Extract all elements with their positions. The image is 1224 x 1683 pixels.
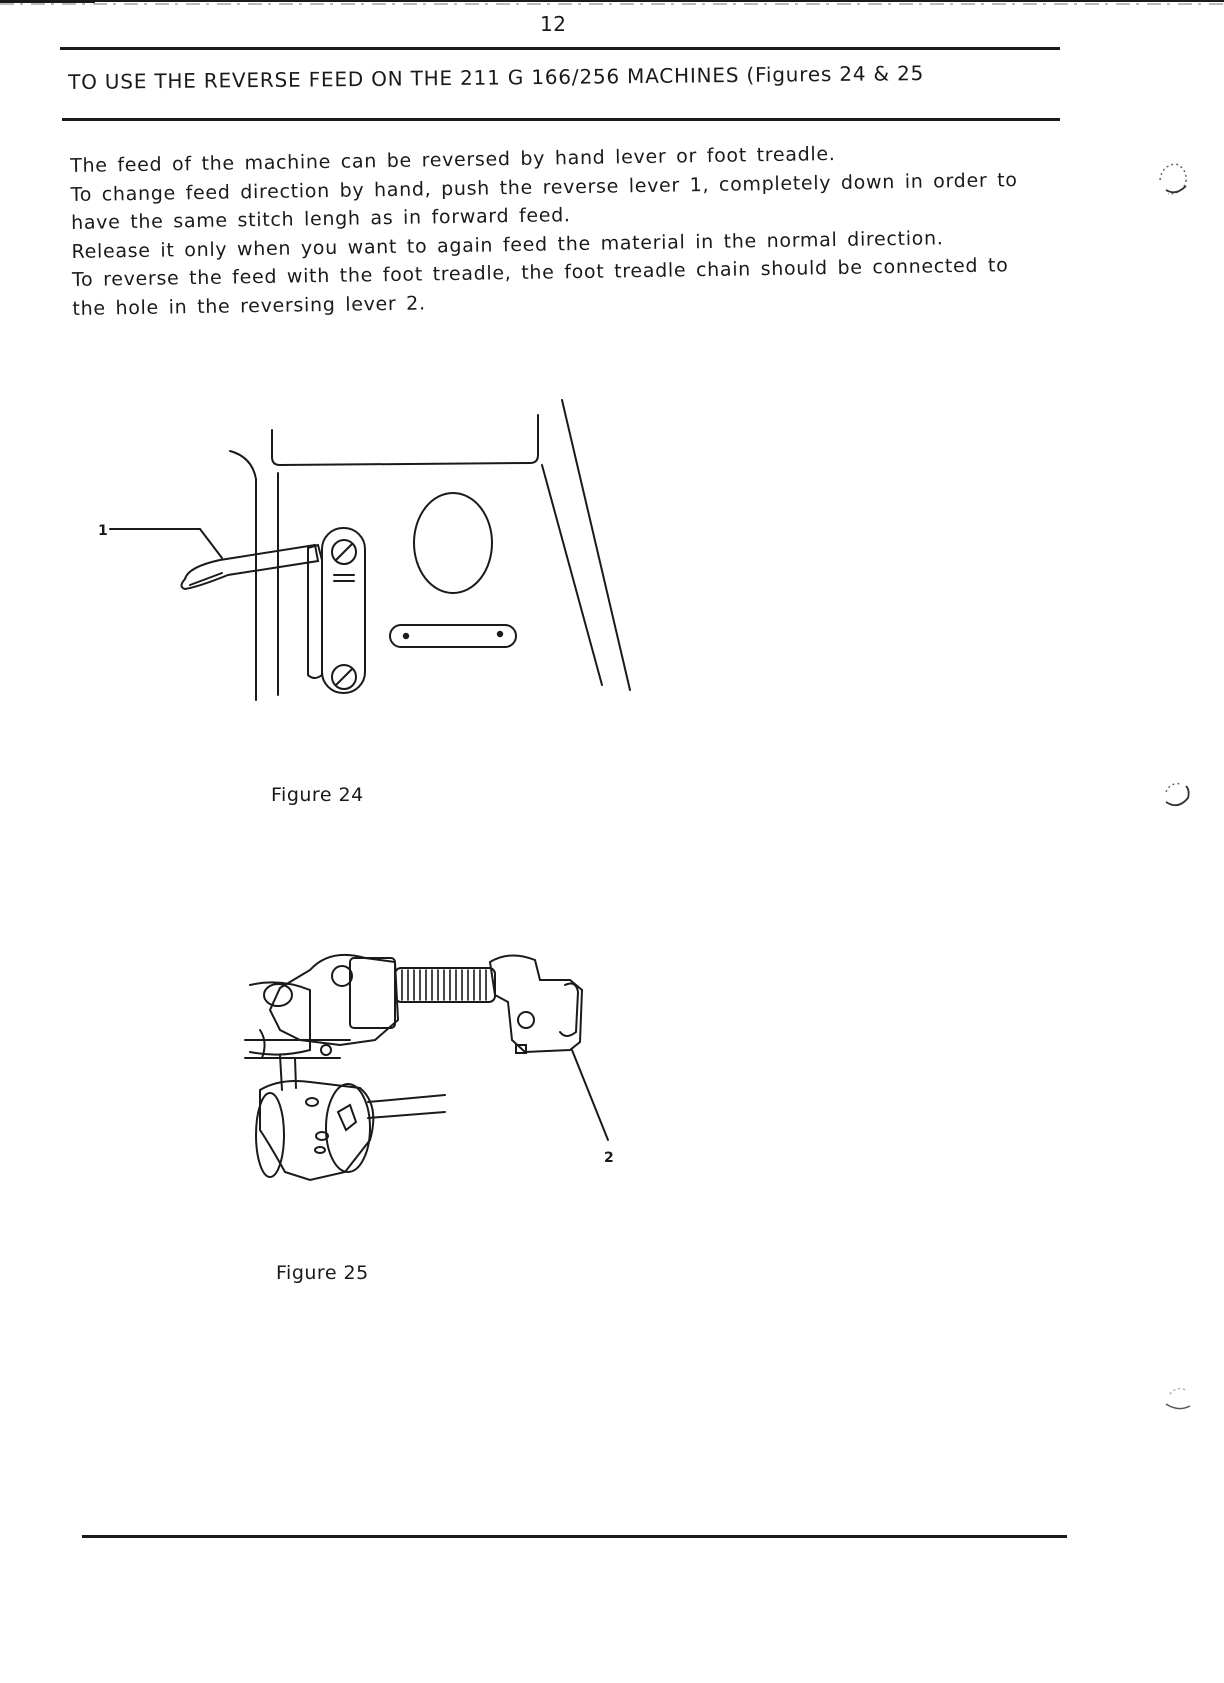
header-top-rule — [60, 47, 1060, 50]
figure-25-caption: Figure 25 — [276, 1262, 369, 1284]
figure-24-reverse-lever-illustration — [90, 395, 650, 705]
header-bottom-rule — [62, 118, 1060, 121]
footer-rule — [82, 1535, 1067, 1538]
body-line: The feed of the machine can be reversed by hand lever or foot treadle. — [70, 142, 836, 177]
binder-hole-mark — [1156, 160, 1190, 200]
figure-24-caption: Figure 24 — [271, 784, 364, 806]
figure-25-reversing-mechanism-illustration — [240, 940, 640, 1200]
instructions-paragraph — [70, 136, 1063, 323]
body-line: To reverse the feed with the foot treadle, the foot treadle chain should be connected to — [71, 254, 1009, 291]
callout-label: 2 — [604, 1150, 614, 1166]
body-line: have the same stitch lengh as in forward feed. — [70, 204, 571, 234]
section-title: TO USE THE REVERSE FEED ON THE 211 G 166/256 MACHINES (Figures 24 & 25 — [68, 61, 925, 94]
body-line: To change feed direction by hand, push the reverse lever 1, completely down in order to — [70, 168, 1018, 206]
scan-top-edge — [0, 0, 1224, 6]
callout-label: 1 — [98, 523, 108, 539]
body-line: the hole in the reversing lever 2. — [72, 291, 426, 320]
binder-hole-mark — [1160, 778, 1194, 812]
page-number: 12 — [540, 12, 567, 36]
body-line: Release it only when you want to again feed the material in the normal direction. — [71, 226, 944, 263]
binder-hole-mark — [1162, 1382, 1196, 1418]
